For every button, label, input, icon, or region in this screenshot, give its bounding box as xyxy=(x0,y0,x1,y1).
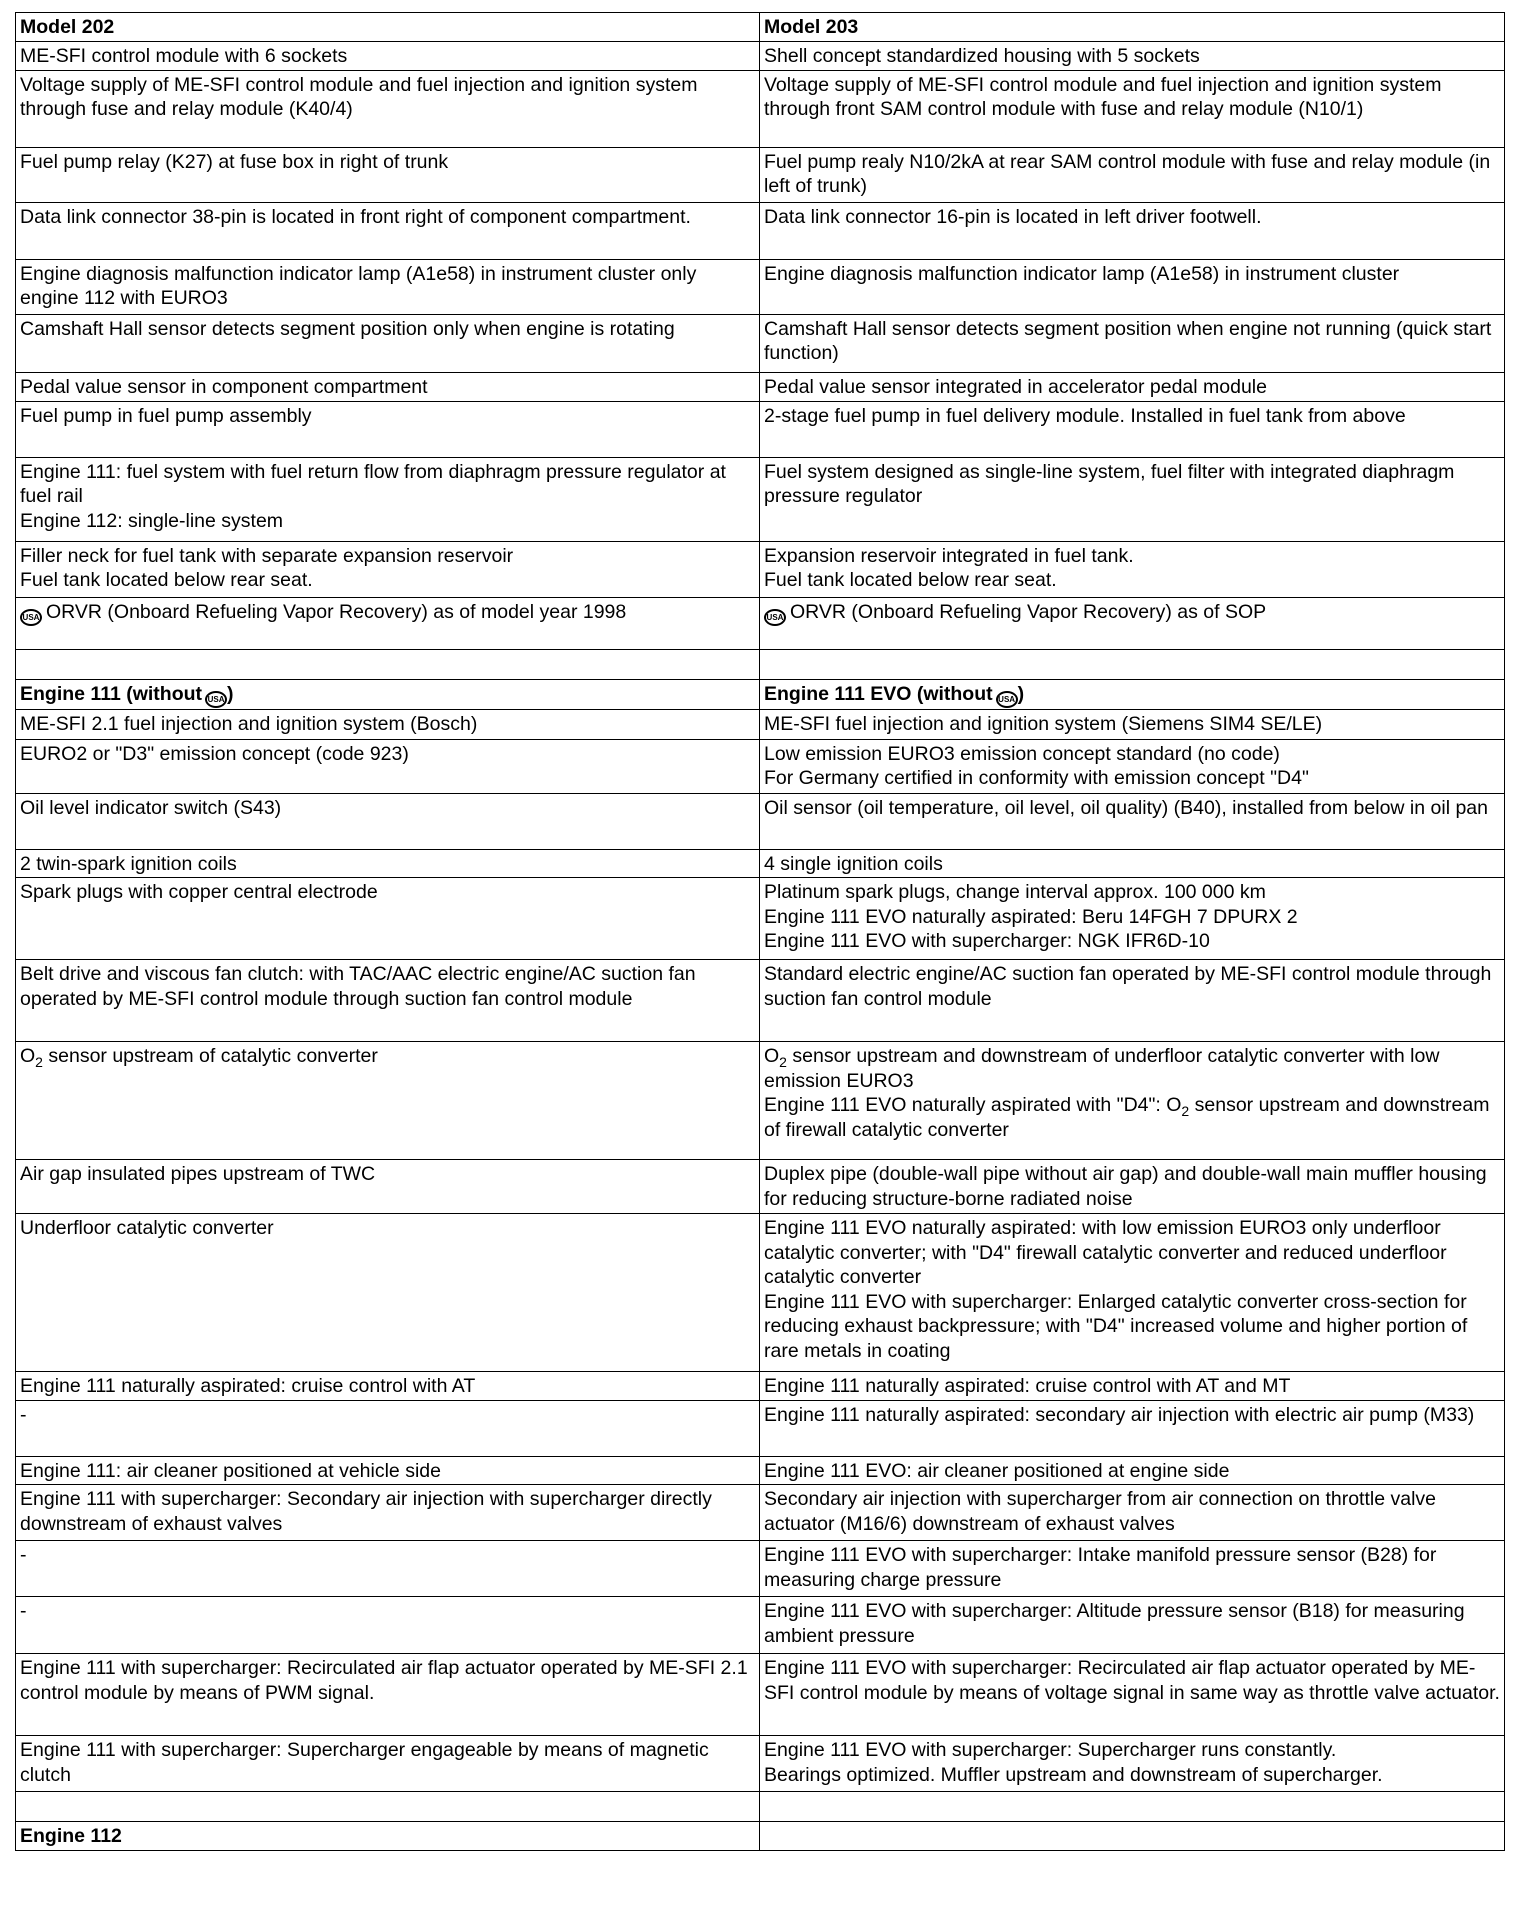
model-202-cell xyxy=(16,597,760,649)
engine-111-cell: - xyxy=(16,1597,760,1654)
engine-111-cell: Air gap insulated pipes upstream of TWC xyxy=(16,1160,760,1214)
engine-111-cell: - xyxy=(16,1541,760,1597)
model-203-cell: Data link connector 16-pin is located in left driver footwell. xyxy=(760,202,1505,259)
engine-111-cell: $O_2$ sensor upstream of catalytic converter xyxy=(16,1042,760,1160)
engine-111-cell: ME-SFI 2.1 fuel injection and ignition system (Bosch) xyxy=(16,709,760,739)
table-row xyxy=(16,1400,1505,1456)
engine-111-evo-cell: Engine 111 EVO with supercharger: Altitude pressure sensor (B18) for measuring ambient pressure xyxy=(760,1597,1505,1654)
model-header-row xyxy=(16,13,1505,42)
table-row xyxy=(16,541,1505,597)
table-row xyxy=(16,314,1505,372)
table-row xyxy=(16,202,1505,259)
engine-111-evo-cell: Engine 111 EVO naturally aspirated: with low emission EURO3 only underfloor catalytic converter; with "D4" firewall catalytic converter and reduced underfloor catalytic converter Engine 111 EVO with supercharger: Enlarged catalytic converter cross-section for reducing exhaust backpressure; with "D4" increased volume and higher portion of rare metals in coating xyxy=(760,1214,1505,1372)
usa-icon: USA xyxy=(764,609,786,626)
model-203-cell: Engine diagnosis malfunction indicator lamp (A1e58) in instrument cluster xyxy=(760,259,1505,314)
table-row xyxy=(16,1372,1505,1401)
model-202-cell: Engine 111: fuel system with fuel return flow from diaphragm pressure regulator at fuel rail Engine 112: single-line system xyxy=(16,457,760,541)
table-row xyxy=(16,1485,1505,1541)
table-row xyxy=(16,147,1505,202)
engine-111-evo-cell: Oil sensor (oil temperature, oil level, oil quality) (B40), installed from below in oil pan xyxy=(760,793,1505,849)
table-row xyxy=(16,1042,1505,1160)
model-203-cell xyxy=(760,597,1505,649)
model-203-cell: Pedal value sensor integrated in accelerator pedal module xyxy=(760,372,1505,401)
engine-111-evo-cell: Platinum spark plugs, change interval approx. 100 000 km Engine 111 EVO naturally aspirated: Beru 14FGH 7 DPURX 2 Engine 111 EVO with supercharger: NGK IFR6D-10 xyxy=(760,878,1505,960)
engine-111-cell: Engine 111 with supercharger: Supercharger engageable by means of magnetic clutch xyxy=(16,1736,760,1792)
model-203-cell: Voltage supply of ME-SFI control module and fuel injection and ignition system through front SAM control module with fuse and relay module (N10/1) xyxy=(760,70,1505,147)
model-203-cell: Shell concept standardized housing with 5 sockets xyxy=(760,41,1505,70)
spacer-row xyxy=(16,649,1505,679)
table-row xyxy=(16,849,1505,878)
model-203-cell: 2-stage fuel pump in fuel delivery module. Installed in fuel tank from above xyxy=(760,401,1505,457)
table-row xyxy=(16,457,1505,541)
model-202-cell: Camshaft Hall sensor detects segment position only when engine is rotating xyxy=(16,314,760,372)
engine-111-cell: Oil level indicator switch (S43) xyxy=(16,793,760,849)
table-row xyxy=(16,709,1505,739)
model-202-cell: ME-SFI control module with 6 sockets xyxy=(16,41,760,70)
table-row xyxy=(16,1654,1505,1736)
engine-111-evo-cell: Engine 111 EVO with supercharger: Intake manifold pressure sensor (B28) for measuring charge pressure xyxy=(760,1541,1505,1597)
engine-111-evo-cell: Engine 111 EVO: air cleaner positioned at engine side xyxy=(760,1456,1505,1485)
engine-header-row xyxy=(16,679,1505,709)
orvr-text: ORVR (Onboard Refueling Vapor Recovery) as of model year 1998 xyxy=(46,600,627,623)
model-203-cell: Camshaft Hall sensor detects segment position when engine not running (quick start function) xyxy=(760,314,1505,372)
model-202-cell: Filler neck for fuel tank with separate expansion reservoir Fuel tank located below rear seat. xyxy=(16,541,760,597)
model-203-cell: Expansion reservoir integrated in fuel tank. Fuel tank located below rear seat. xyxy=(760,541,1505,597)
engine-111-evo-cell: Engine 111 naturally aspirated: secondary air injection with electric air pump (M33) xyxy=(760,1400,1505,1456)
engine-111-evo-cell: 4 single ignition coils xyxy=(760,849,1505,878)
table-row xyxy=(16,1160,1505,1214)
table-row xyxy=(16,1456,1505,1485)
engine-111-cell: EURO2 or "D3" emission concept (code 923) xyxy=(16,739,760,793)
table-row xyxy=(16,401,1505,457)
engine-111-cell: 2 twin-spark ignition coils xyxy=(16,849,760,878)
engine-111-header: Engine 111 (without USA ) xyxy=(16,679,760,709)
table-row xyxy=(16,739,1505,793)
engine-111-cell: Engine 111 naturally aspirated: cruise control with AT xyxy=(16,1372,760,1401)
model-202-header: Model 202 xyxy=(16,13,760,42)
table-row xyxy=(16,597,1505,649)
model-202-cell: Engine diagnosis malfunction indicator lamp (A1e58) in instrument cluster only engine 112 with EURO3 xyxy=(16,259,760,314)
engine-111-cell: Engine 111 with supercharger: Recirculated air flap actuator operated by ME-SFI 2.1 control module by means of PWM signal. xyxy=(16,1654,760,1736)
orvr-text: ORVR (Onboard Refueling Vapor Recovery) as of SOP xyxy=(790,600,1267,623)
spacer-row xyxy=(16,1792,1505,1822)
usa-icon: USA xyxy=(205,691,227,708)
engine-111-evo-cell: Engine 111 EVO with supercharger: Supercharger runs constantly. Bearings optimized. Muffler upstream and downstream of supercharger. xyxy=(760,1736,1505,1792)
usa-icon: USA xyxy=(996,691,1018,708)
engine-112-header-row xyxy=(16,1822,1505,1851)
engine-112-header: Engine 112 xyxy=(16,1822,760,1851)
comparison-table xyxy=(15,12,1505,1851)
model-202-cell: Data link connector 38-pin is located in front right of component compartment. xyxy=(16,202,760,259)
table-row xyxy=(16,41,1505,70)
model-203-cell: Fuel pump realy N10/2kA at rear SAM control module with fuse and relay module (in left of trunk) xyxy=(760,147,1505,202)
engine-111-cell: Engine 111 with supercharger: Secondary air injection with supercharger directly downstream of exhaust valves xyxy=(16,1485,760,1541)
table-row xyxy=(16,960,1505,1042)
table-row xyxy=(16,1214,1505,1372)
table-row xyxy=(16,878,1505,960)
engine-111-cell: Engine 111: air cleaner positioned at vehicle side xyxy=(16,1456,760,1485)
table-row xyxy=(16,1736,1505,1792)
usa-icon: USA xyxy=(20,609,42,626)
engine-111-cell: - xyxy=(16,1400,760,1456)
table-row xyxy=(16,1541,1505,1597)
engine-111-evo-cell: Secondary air injection with supercharger from air connection on throttle valve actuator (M16/6) downstream of exhaust valves xyxy=(760,1485,1505,1541)
table-row xyxy=(16,1597,1505,1654)
table-row xyxy=(16,793,1505,849)
model-203-header: Model 203 xyxy=(760,13,1505,42)
engine-111-cell: Spark plugs with copper central electrode xyxy=(16,878,760,960)
model-202-cell: Fuel pump relay (K27) at fuse box in right of trunk xyxy=(16,147,760,202)
engine-111-cell: Belt drive and viscous fan clutch: with TAC/AAC electric engine/AC suction fan operated by ME-SFI control module through suction fan control module xyxy=(16,960,760,1042)
engine-111-evo-cell: Engine 111 EVO with supercharger: Recirculated air flap actuator operated by ME-SFI control module by means of voltage signal in same way as throttle valve actuator. xyxy=(760,1654,1505,1736)
table-row xyxy=(16,259,1505,314)
engine-111-cell: Underfloor catalytic converter xyxy=(16,1214,760,1372)
table-row xyxy=(16,70,1505,147)
model-202-cell: Pedal value sensor in component compartment xyxy=(16,372,760,401)
engine-111-evo-header: Engine 111 EVO (without USA ) xyxy=(760,679,1505,709)
engine-111-evo-cell: Engine 111 naturally aspirated: cruise control with AT and MT xyxy=(760,1372,1505,1401)
engine-111-evo-cell: Low emission EURO3 emission concept standard (no code) For Germany certified in conformity with emission concept "D4" xyxy=(760,739,1505,793)
model-202-cell: Fuel pump in fuel pump assembly xyxy=(16,401,760,457)
engine-111-evo-cell: Duplex pipe (double-wall pipe without air gap) and double-wall main muffler housing for reducing structure-borne radiated noise xyxy=(760,1160,1505,1214)
model-202-cell: Voltage supply of ME-SFI control module and fuel injection and ignition system through fuse and relay module (K40/4) xyxy=(16,70,760,147)
engine-111-evo-cell: Standard electric engine/AC suction fan operated by ME-SFI control module through suction fan control module xyxy=(760,960,1505,1042)
model-203-cell: Fuel system designed as single-line system, fuel filter with integrated diaphragm pressure regulator xyxy=(760,457,1505,541)
engine-111-evo-cell: ME-SFI fuel injection and ignition system (Siemens SIM4 SE/LE) xyxy=(760,709,1505,739)
engine-111-evo-cell: $O_2$ sensor upstream and downstream of underfloor catalytic converter with low emission EURO3 Engine 111 EVO naturally aspirated with "D4": $O_2$ sensor upstream and downstream of firewall catalytic converter xyxy=(760,1042,1505,1160)
table-row xyxy=(16,372,1505,401)
